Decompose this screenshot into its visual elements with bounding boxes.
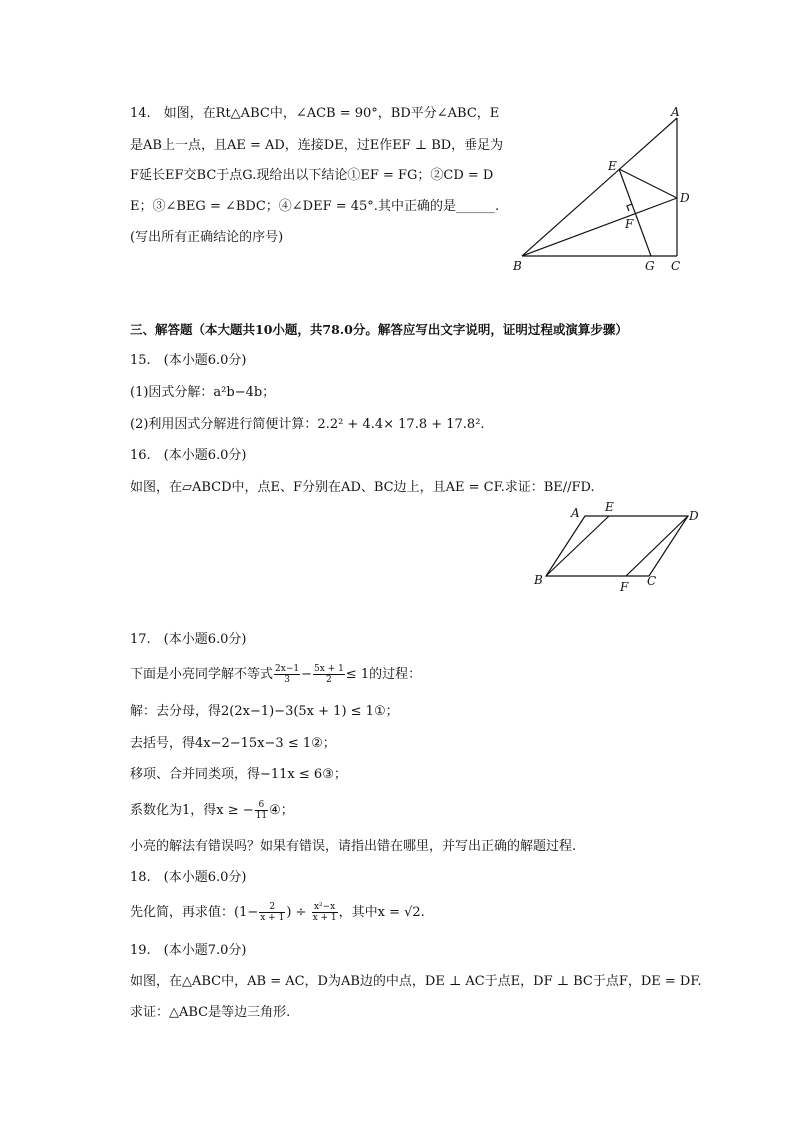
q17-intro-pre: 下面是小亮同学解不等式 [130, 667, 274, 682]
q14-seg-BD [522, 198, 677, 256]
q16-label-D: D [689, 509, 699, 523]
q16-text: 如图，在▱ABCD中，点E、F分别在AD、BC边上，且AE = CF.求证：BE//FD. [130, 480, 595, 495]
q17-frac-1-den: 3 [284, 675, 290, 685]
q16-label-B: B [534, 573, 543, 587]
q17-step2: 去括号，得4x−2−15x−3 ≤ 1②； [130, 736, 336, 751]
q18-frac-2-den: x + 1 [312, 913, 337, 923]
q17-question: 小亮的解法有错误吗？如果有错误，请指出错在哪里，并写出正确的解题过程. [130, 839, 577, 854]
q18-pre: 先化简，再求值：(1− [130, 905, 259, 920]
q16-figure [525, 497, 715, 597]
q17-frac-2 [313, 664, 345, 685]
q17-frac-2-num: 5x + 1 [314, 664, 344, 674]
q17-frac-1-num: 2x−1 [275, 664, 300, 674]
q17-frac-1 [274, 664, 300, 685]
q18-frac-2 [312, 902, 338, 923]
q14-label-B: B [513, 259, 522, 273]
q16-seg-FD [626, 516, 688, 576]
q15-header: 15. (本小题6.0分) [130, 353, 247, 368]
q16-header: 16. (本小题6.0分) [130, 448, 247, 463]
q17-step4 [130, 797, 294, 825]
q14-label-C: C [671, 259, 681, 273]
q14-label-A: A [671, 105, 680, 119]
q17-step4-den: 11 [255, 811, 268, 821]
q17-frac-2-den: 2 [326, 675, 332, 685]
q17-step4-frac [255, 800, 268, 821]
q14-line-5: (写出所有正确结论的序号) [130, 230, 284, 245]
q18-frac-1-den: x + 1 [260, 913, 285, 923]
q16-parallelogram [546, 516, 688, 576]
q16-seg-BE [546, 516, 609, 576]
q16-label-C: C [647, 574, 657, 588]
q16-label-F: F [620, 580, 629, 594]
q14-figure [505, 100, 705, 280]
q17-step1: 解：去分母，得2(2x−1)−3(5x + 1) ≤ 1①； [130, 704, 399, 719]
q17-step4-num: 6 [255, 800, 268, 811]
q14-line-3: F延长EF交BC于点G.现给出以下结论①EF = FG；②CD = D [130, 168, 494, 183]
q17-step4-pre: 系数化为1，得x ≥ − [130, 803, 254, 818]
q17-step4-post: ④； [269, 803, 294, 818]
q18-header: 18. (本小题6.0分) [130, 870, 247, 885]
q17-intro-minus: − [301, 667, 312, 682]
q14-label-G: G [645, 259, 655, 273]
q14-label-E: E [608, 159, 617, 173]
q18-frac-1-num: 2 [259, 902, 285, 913]
q17-intro [130, 662, 421, 688]
q17-step3: 移项、合并同类项，得−11x ≤ 6③； [130, 767, 347, 782]
q18-post: ，其中x = √2. [338, 905, 425, 920]
q16-label-E: E [605, 500, 614, 514]
q18-frac-2-num: x²−x [312, 902, 338, 913]
q16-label-A: A [571, 506, 580, 520]
q17-header: 17. (本小题6.0分) [130, 632, 247, 647]
q17-intro-post: ≤ 1的过程： [345, 667, 422, 682]
q19-prove: 求证：△ABC是等边三角形. [130, 1005, 291, 1020]
q14-label-F: F [625, 217, 634, 231]
q15-part2: (2)利用因式分解进行简便计算：2.2² + 4.4× 17.8 + 17.8². [130, 417, 485, 432]
q18-frac-1 [259, 902, 285, 923]
q14-label-D: D [680, 191, 690, 205]
q19-text: 如图，在△ABC中，AB = AC，D为AB边的中点，DE ⊥ AC于点E，DF ⊥ BC于点F，DE = DF. [130, 974, 702, 989]
q18-body [130, 899, 425, 927]
q15-part1: (1)因式分解：a²b−4b； [130, 385, 276, 400]
q19-header: 19. (本小题7.0分) [130, 943, 247, 958]
q14-line-4: E；③∠BEG = ∠BDC；④∠DEF = 45°.其中正确的是______. [130, 199, 500, 214]
q14-line-1: 14. 如图，在Rt△ABC中，∠ACB = 90°，BD平分∠ABC，E [130, 106, 500, 121]
q14-right-angle-mark [627, 204, 632, 211]
q14-line-2: 是AB上一点，且AE = AD，连接DE，过E作EF ⊥ BD，垂足为 [130, 138, 504, 153]
q18-mid: ) ÷ [286, 905, 311, 920]
section3-title: 三、解答题（本大题共10小题，共78.0分。解答应写出文字说明，证明过程或演算步骤） [130, 322, 628, 337]
